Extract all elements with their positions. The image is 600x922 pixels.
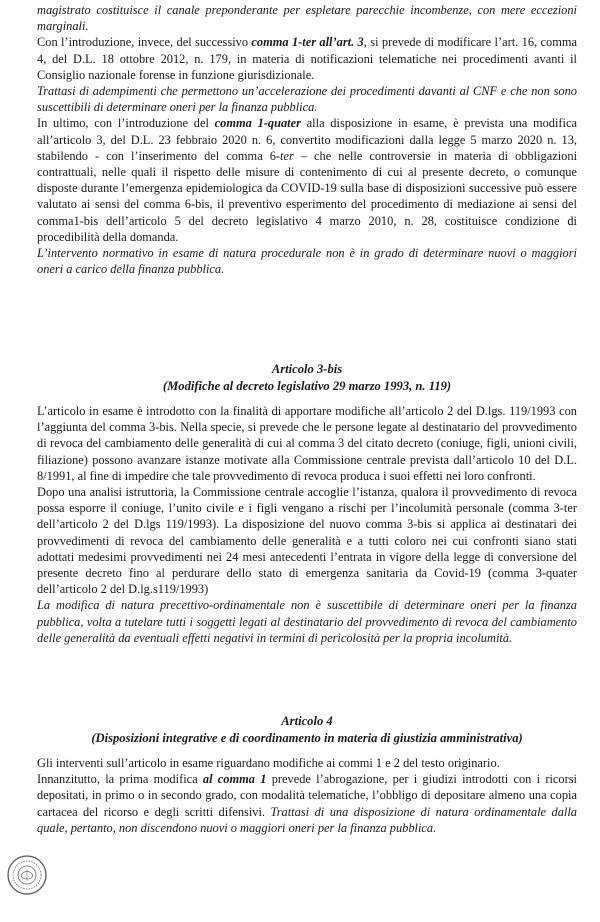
paragraph-comma-1-quater — [37, 115, 577, 245]
paragraph-conclusion: La modifica di natura precettivo-ordinamentale non è suscettibile di determinare oneri per la finanza pubblica, volta a tutelare tutti i soggetti legati al destinatario del provvedimento di revoca del cambiamento delle generalità da eventuali effetti negativi in termini di pericolosità per la propria incolumità. — [37, 598, 577, 645]
text: Innanzitutto, la prima modifica — [37, 772, 203, 787]
emphasis: comma 1-quater — [214, 116, 301, 131]
text-italic: Trattasi di una disposizione di natura ordinamentale dalla quale, pertanto, non discendono nuovi o maggiori oneri per la finanza pubblica. — [37, 804, 577, 835]
paragraph: L’articolo in esame è introdotto con la finalità di apportare modifiche all’articolo 2 del D.lgs. 119/1993 con l’aggiunta del comma 3-bis. Nella specie, si prevede che le persone legate al destinatario del provvedimento di revoca del cambiamento delle generalità di cui al comma 3 del citato decreto (coniuge, figli, unioni civili, filiazione) possono avanzare istanze motivate alla Commissione centrale prevista dall’articolo 10 del D.L. 8/1991, al fine di impedire che tale provvedimento di revoca produca i suoi effetti nei loro confronti. — [37, 404, 577, 483]
article-3bis-body — [37, 403, 577, 646]
emphasis: comma 1-ter all’art. 3 — [251, 35, 364, 50]
article-4-body — [37, 755, 577, 836]
article-3bis-heading — [37, 361, 577, 394]
text: In ultimo, con l’introduzione del — [37, 116, 215, 131]
article-4-heading — [37, 713, 577, 746]
paragraph: Gli interventi sull’articolo in esame riguardano modifiche ai commi 1 e 2 del testo originario. — [37, 756, 500, 770]
text: prevede l’abrogazione, per i giudizi introdotti con i ricorsi depositati, in primo o in secondo grado, con modalità telematiche, l’obbligo di depositare almeno una copia cartacea del ricorso e degli scritti difensivi. — [37, 772, 577, 819]
paragraph-cnf-note: Trattasi di adempimenti che permettono un’accelerazione dei procedimenti davanti al CNF e che non sono suscettibili di determinare oneri per la finanza pubblica. — [37, 84, 577, 115]
emphasis: al comma 1 — [202, 772, 267, 787]
official-seal-icon — [6, 854, 48, 896]
top-section — [37, 2, 577, 277]
paragraph-comma-1-ter — [37, 34, 577, 83]
article-title: Articolo 3-bis — [271, 362, 343, 376]
paragraph-procedural-note: L’intervento normativo in esame di natura procedurale non è in grado di determinare nuovi o maggiori oneri a carico della finanza pubblica. — [37, 246, 577, 277]
article-title: Articolo 4 — [281, 714, 333, 728]
paragraph-continuation: magistrato costituisce il canale preponderante per espletare parecchie incombenze, con mere eccezioni marginali. — [37, 3, 577, 34]
text: – che nelle controversie in materia di obbligazioni contrattuali, nelle quali il rispetto delle misure di contenimento di cui al presente decreto, o comunque disposte durante l’emergenza epidemiologica da COVID-19 sulla base di disposizioni successive può essere valutato ai sensi del comma 6-bis, il preventivo esperimento del procedimento di mediazione ai sensi del comma1-bis dell’articolo 5 del decreto legislativo 4 marzo 2010, n. 28, costituisce condizione di procedibilità della domanda. — [37, 148, 578, 244]
article-subtitle: (Disposizioni integrative e di coordinamento in materia di giustizia amministrativa) — [91, 730, 523, 745]
text: , si prevede di modificare l’art. 16, comma 4, del D.L. 18 ottobre 2012, n. 179, in materia di notificazioni telematiche nei procedimenti avanti il Consiglio nazionale forense in funzione giurisdizionale. — [37, 35, 577, 82]
text: Con l’introduzione, invece, del successivo — [37, 35, 252, 50]
emphasis-ter: ter — [280, 148, 294, 163]
article-subtitle: (Modifiche al decreto legislativo 29 marzo 1993, n. 119) — [162, 378, 452, 393]
paragraph: Dopo una analisi istruttoria, la Commissione centrale accoglie l’istanza, qualora il provvedimento di revoca possa esporre il coniuge, l’unito civile e i figli vengano a rischi per l’incolumità personale (comma 3-ter dell’articolo 2 del D.lgs 119/1993). La disposizione del nuovo comma 3-bis si applica ai destinatari dei provvedimenti di revoca del cambiamento delle generalità e a tutti coloro nei cui confronti siano stati adottati medesimi provvedimenti nei 24 mesi antecedenti l’entrata in vigore della legge di conversione del presente decreto fino al perdurare dello stato di emergenza sanitaria da Covid-19 (comma 3-quater dell’articolo 2 del D.lg.s119/1993) — [37, 485, 577, 597]
text: alla disposizione in esame, è prevista una modifica all’articolo 3, del D.L. 23 febbraio 2020 n. 6, convertito modificazioni dalla legge 5 marzo 2020 n. 13, stabilendo - con l’inserimento del comma 6- — [37, 116, 577, 163]
paragraph — [37, 771, 577, 836]
